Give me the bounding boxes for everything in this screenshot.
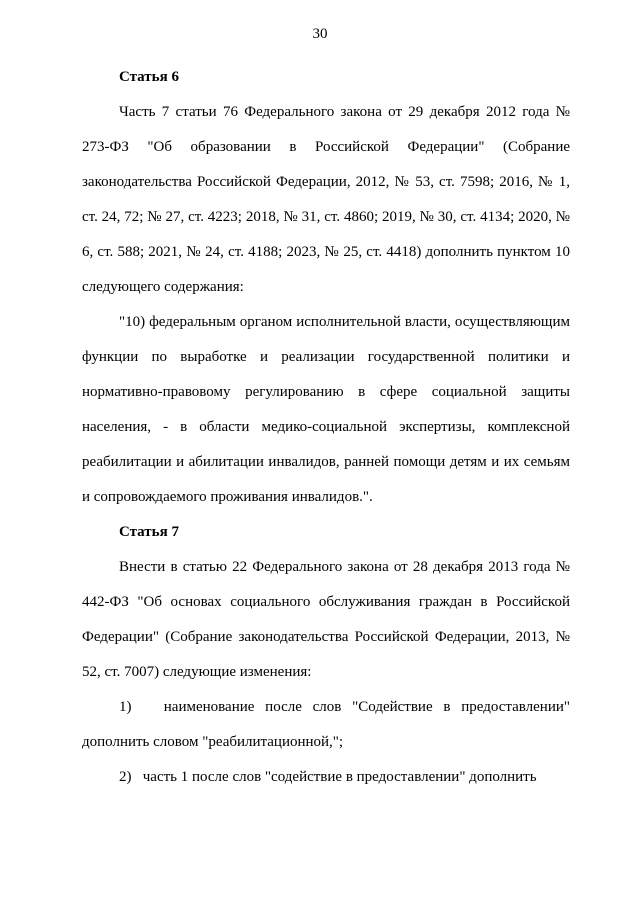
document-content (82, 60, 570, 795)
article-7-paragraph-1: Внести в статью 22 Федерального закона от 28 декабря 2013 года № 442-ФЗ "Об основах социального обслуживания граждан в Российской Федерации" (Собрание законодательства Российской Федерации, 2013, № 52, ст. 7007) следующие изменения: (82, 559, 570, 680)
page-number: 30 (312, 26, 328, 42)
article-6-heading: Статья 6 (119, 69, 179, 85)
article-6-paragraph-1: Часть 7 статьи 76 Федерального закона от 29 декабря 2012 года № 273-ФЗ "Об образовании в Российской Федерации" (Собрание законодательства Российской Федерации, 2012, № 53, ст. 7598; 2016, № 1, ст. 24, 72; № 27, ст. 4223; 2018, № 31, ст. 4860; 2019, № 30, ст. 4134; 2020, № 6, ст. 588; 2021, № 24, ст. 4188; 2023, № 25, ст. 4418) дополнить пунктом 10 следующего содержания: (82, 104, 570, 295)
article-7-item-1: 1) наименование после слов "Содействие в предоставлении" дополнить словом "реабилитационной,"; (82, 699, 570, 750)
article-7-item-2: 2) часть 1 после слов "содействие в предоставлении" дополнить (119, 769, 537, 785)
article-6-paragraph-2: "10) федеральным органом исполнительной власти, осуществляющим функции по выработке и реализации государственной политики и нормативно-правовому регулированию в сфере социальной защиты населения, - в области медико-социальной экспертизы, комплексной реабилитации и абилитации инвалидов, ранней помощи детям и их семьям и сопровождаемого проживания инвалидов.". (82, 314, 570, 505)
article-7-heading: Статья 7 (119, 524, 179, 540)
